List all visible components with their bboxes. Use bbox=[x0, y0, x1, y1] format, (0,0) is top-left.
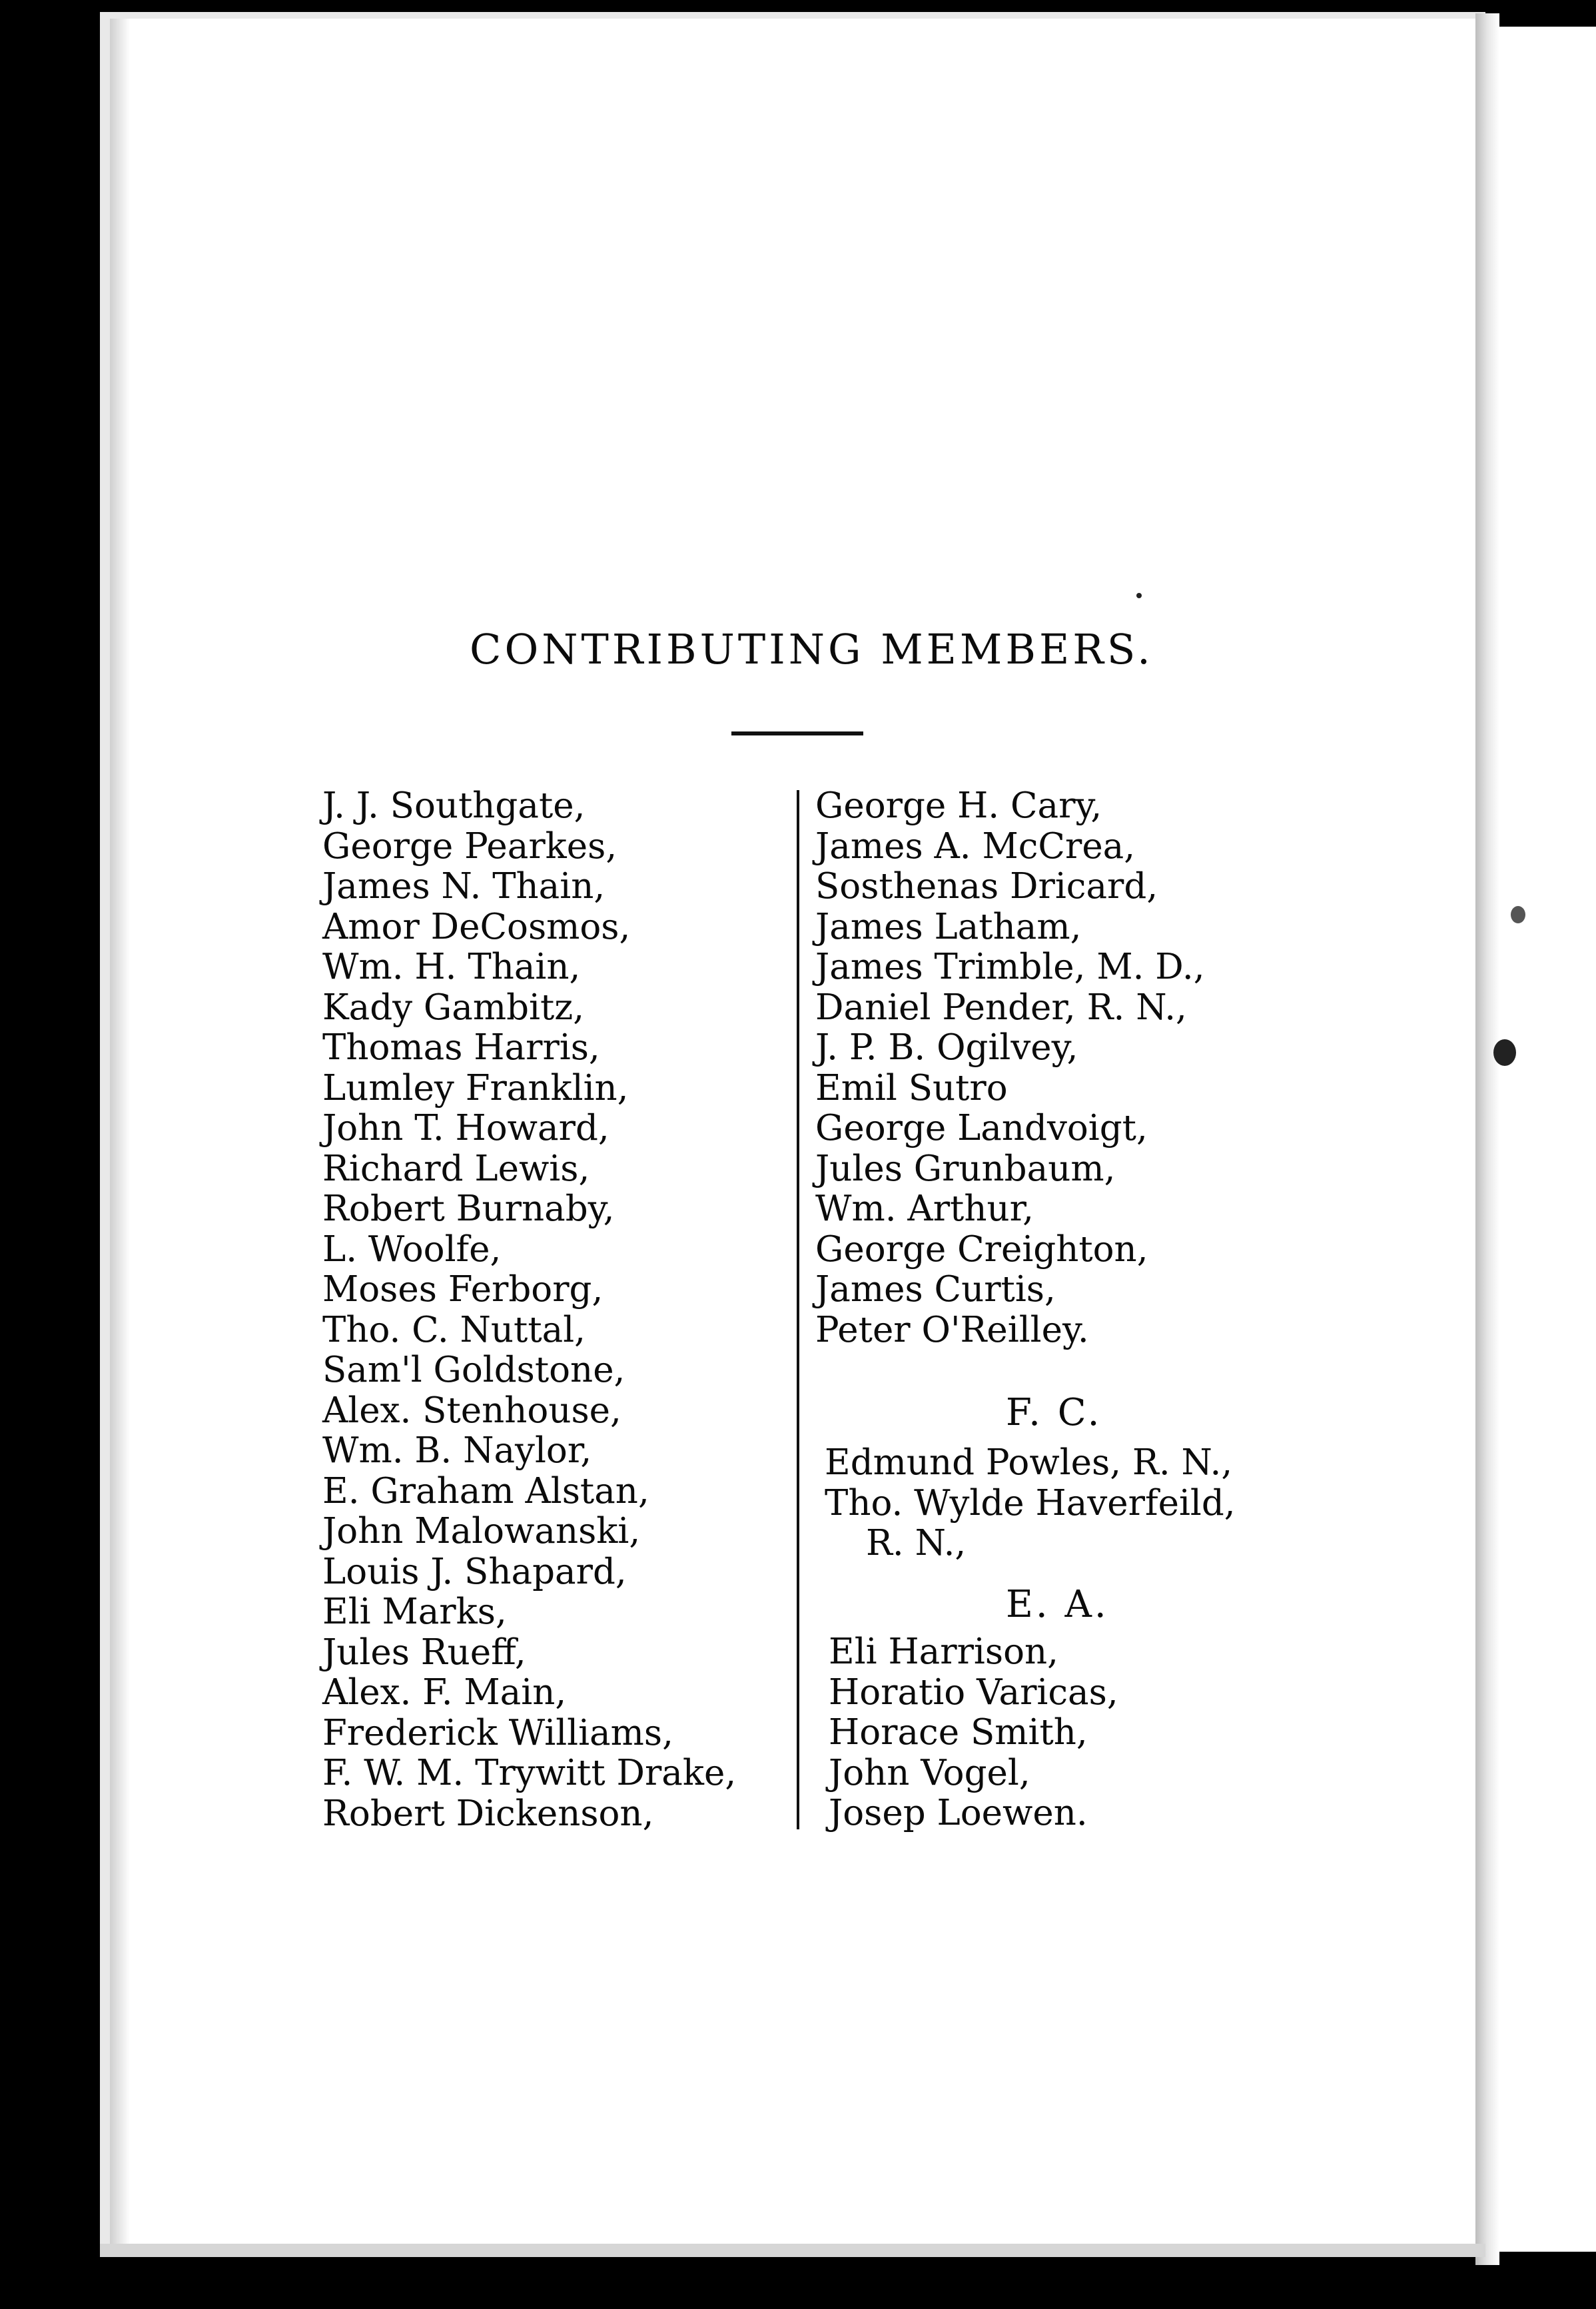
member-name: George Creighton, bbox=[815, 1228, 1148, 1270]
ink-speck bbox=[1136, 593, 1142, 598]
member-name: George Pearkes, bbox=[322, 825, 617, 867]
member-name: Thomas Harris, bbox=[322, 1027, 600, 1068]
ea-member-list bbox=[829, 1632, 1118, 1834]
member-list-right bbox=[815, 786, 1205, 1350]
member-name: Horatio Varicas, bbox=[829, 1671, 1118, 1713]
member-name: Jules Rueff, bbox=[322, 1631, 526, 1673]
member-name: Robert Dickenson, bbox=[322, 1793, 654, 1834]
member-name: Eli Harrison, bbox=[829, 1631, 1058, 1672]
member-name: J. J. Southgate, bbox=[322, 785, 586, 826]
member-name: Richard Lewis, bbox=[322, 1148, 590, 1189]
page-shadow bbox=[110, 19, 130, 2244]
member-name: E. Graham Alstan, bbox=[322, 1470, 649, 1512]
fc-member-list bbox=[825, 1443, 1331, 1564]
member-name: Horace Smith, bbox=[829, 1712, 1088, 1753]
member-name: J. P. B. Ogilvey, bbox=[815, 1027, 1078, 1068]
member-name: James A. McCrea, bbox=[815, 825, 1136, 867]
member-name: John T. Howard, bbox=[322, 1108, 609, 1149]
member-name: Sam'l Goldstone, bbox=[322, 1350, 625, 1390]
member-name: Frederick Williams, bbox=[322, 1712, 673, 1753]
member-name: James N. Thain, bbox=[322, 866, 605, 907]
column-divider bbox=[797, 790, 799, 1829]
member-name: John Malowanski, bbox=[322, 1511, 641, 1552]
member-name: Wm. Arthur, bbox=[815, 1188, 1034, 1229]
member-name: Tho. C. Nuttal, bbox=[322, 1309, 586, 1350]
member-name: Lumley Franklin, bbox=[322, 1067, 629, 1109]
page-title: CONTRIBUTING MEMBERS. bbox=[470, 625, 1154, 674]
member-name: Peter O'Reilley. bbox=[815, 1309, 1089, 1350]
member-name: Josep Loewen. bbox=[829, 1793, 1088, 1833]
member-name: Emil Sutro bbox=[815, 1067, 1008, 1109]
member-name: John Vogel, bbox=[829, 1752, 1030, 1793]
member-name: George H. Cary, bbox=[815, 785, 1102, 826]
member-name: James Latham, bbox=[815, 906, 1082, 947]
member-name: James Curtis, bbox=[815, 1269, 1056, 1310]
page-sheet bbox=[110, 19, 1475, 2244]
member-name: Eli Marks, bbox=[322, 1592, 507, 1632]
book-gutter bbox=[1475, 13, 1499, 2265]
member-name: L. Woolfe, bbox=[322, 1228, 502, 1270]
member-name: Kady Gambitz, bbox=[322, 987, 585, 1028]
member-name: George Landvoigt, bbox=[815, 1108, 1148, 1149]
member-list-left bbox=[322, 786, 736, 1834]
member-name: Moses Ferborg, bbox=[322, 1269, 603, 1310]
title-rule bbox=[731, 731, 863, 735]
member-name: Sosthenas Dricard, bbox=[815, 866, 1158, 907]
member-name: Wm. H. Thain, bbox=[322, 947, 581, 987]
member-name: Edmund Powles, R. N., bbox=[825, 1442, 1233, 1483]
member-name: Alex. F. Main, bbox=[322, 1672, 567, 1713]
ink-speck bbox=[1511, 906, 1525, 923]
member-name: Jules Grunbaum, bbox=[815, 1148, 1116, 1189]
page-bottom-shadow bbox=[100, 2244, 1485, 2257]
member-name: Robert Burnaby, bbox=[322, 1188, 615, 1229]
member-name: F. W. M. Trywitt Drake, bbox=[322, 1753, 737, 1793]
member-name: Tho. Wylde Haverfeild, bbox=[825, 1482, 1236, 1524]
member-name-continuation: R. N., bbox=[866, 1523, 967, 1564]
member-name: Alex. Stenhouse, bbox=[322, 1390, 621, 1431]
fc-heading: F. C. bbox=[1006, 1391, 1102, 1434]
member-name: Daniel Pender, R. N., bbox=[815, 987, 1187, 1028]
member-name: James Trimble, M. D., bbox=[815, 947, 1205, 987]
next-page-edge bbox=[1499, 27, 1596, 2252]
ink-speck bbox=[1493, 1039, 1516, 1066]
member-name: Wm. B. Naylor, bbox=[322, 1430, 592, 1471]
ea-heading: E. A. bbox=[1006, 1583, 1109, 1626]
member-name: Amor DeCosmos, bbox=[322, 906, 631, 947]
member-name: Louis J. Shapard, bbox=[322, 1551, 627, 1592]
